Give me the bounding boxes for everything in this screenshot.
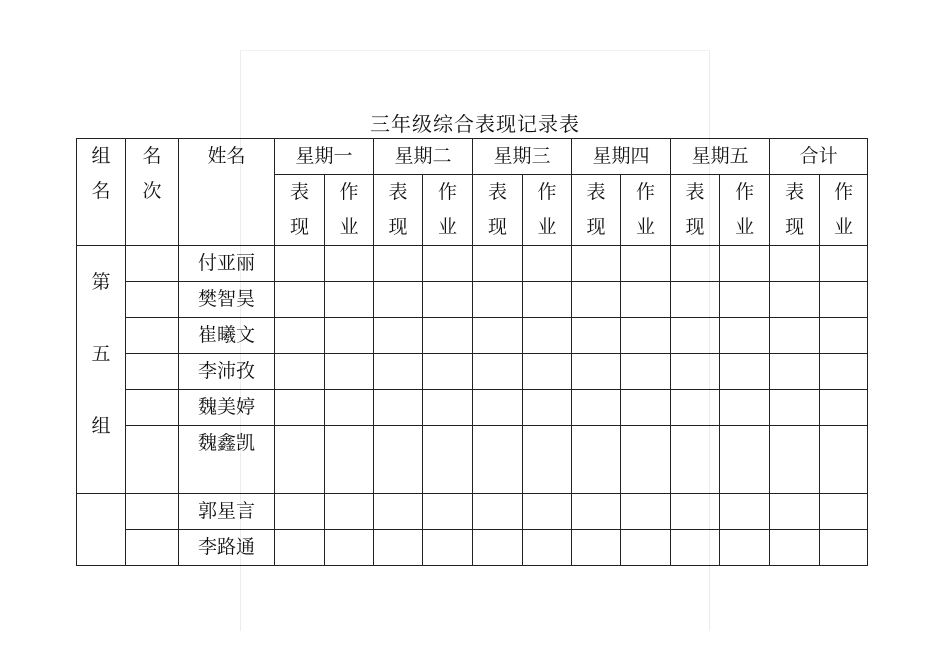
score-cell[interactable]: [473, 494, 523, 530]
subheader-homework: [621, 175, 671, 246]
table-row: [77, 530, 868, 566]
score-cell[interactable]: [621, 318, 671, 354]
subheader-homework: [325, 175, 374, 246]
subheader-homework: [423, 175, 473, 246]
score-cell[interactable]: [275, 246, 325, 282]
score-cell[interactable]: [473, 426, 523, 494]
score-cell[interactable]: [523, 354, 572, 390]
score-cell[interactable]: [325, 354, 374, 390]
header-day-thu: 星期四: [572, 139, 671, 175]
student-name: 樊智昊: [179, 282, 275, 318]
score-cell[interactable]: [770, 426, 820, 494]
score-cell[interactable]: [770, 282, 820, 318]
header-name: 姓名: [179, 139, 275, 246]
subheader-performance: [275, 175, 325, 246]
subheader-char: 作: [834, 181, 854, 203]
score-cell[interactable]: [820, 318, 868, 354]
student-name: 郭星言: [179, 494, 275, 530]
score-cell[interactable]: [572, 494, 621, 530]
score-cell[interactable]: [374, 246, 423, 282]
score-cell[interactable]: [523, 390, 572, 426]
score-cell[interactable]: [423, 282, 473, 318]
score-cell[interactable]: [374, 530, 423, 566]
score-cell[interactable]: [770, 246, 820, 282]
subheader-char: 表: [488, 181, 508, 203]
score-cell[interactable]: [423, 426, 473, 494]
student-name: 魏美婷: [179, 390, 275, 426]
score-cell[interactable]: [473, 318, 523, 354]
subheader-char: 作: [537, 181, 557, 203]
rank-cell[interactable]: [126, 354, 179, 390]
subheader-char: 作: [735, 181, 755, 203]
score-cell[interactable]: [325, 530, 374, 566]
score-cell[interactable]: [325, 494, 374, 530]
score-cell[interactable]: [720, 354, 770, 390]
score-cell[interactable]: [770, 530, 820, 566]
score-cell[interactable]: [275, 426, 325, 494]
score-cell[interactable]: [523, 318, 572, 354]
score-cell[interactable]: [374, 354, 423, 390]
score-cell[interactable]: [523, 494, 572, 530]
subheader-performance: [770, 175, 820, 246]
score-cell[interactable]: [820, 494, 868, 530]
score-cell[interactable]: [671, 494, 720, 530]
score-cell[interactable]: [720, 318, 770, 354]
score-cell[interactable]: [523, 426, 572, 494]
score-cell[interactable]: [621, 390, 671, 426]
rank-cell[interactable]: [126, 282, 179, 318]
rank-cell[interactable]: [126, 494, 179, 530]
score-cell[interactable]: [671, 354, 720, 390]
score-cell[interactable]: [621, 282, 671, 318]
score-cell[interactable]: [572, 246, 621, 282]
group-label-cell: [77, 246, 126, 494]
score-cell[interactable]: [423, 390, 473, 426]
group-label-char: 第: [91, 271, 111, 293]
subheader-char: 业: [339, 216, 359, 238]
score-cell[interactable]: [325, 318, 374, 354]
student-name: 魏鑫凯: [179, 426, 275, 494]
header-row-days: [77, 139, 868, 175]
score-cell[interactable]: [720, 494, 770, 530]
header-group: [77, 139, 126, 246]
subheader-char: 表: [388, 181, 408, 203]
score-cell[interactable]: [621, 354, 671, 390]
score-cell[interactable]: [820, 426, 868, 494]
subheader-char: 表: [289, 181, 309, 203]
score-cell[interactable]: [275, 530, 325, 566]
subheader-performance: [374, 175, 423, 246]
score-cell[interactable]: [770, 354, 820, 390]
score-cell[interactable]: [720, 530, 770, 566]
table-row: [77, 246, 868, 282]
group-label-char: 组: [91, 415, 111, 437]
subheader-char: 表: [785, 181, 805, 203]
score-cell[interactable]: [572, 426, 621, 494]
header-rank: [126, 139, 179, 246]
score-cell[interactable]: [572, 354, 621, 390]
score-cell[interactable]: [720, 390, 770, 426]
student-name: 崔曦文: [179, 318, 275, 354]
subheader-char: 现: [289, 216, 309, 238]
score-cell[interactable]: [671, 530, 720, 566]
score-cell[interactable]: [523, 246, 572, 282]
score-cell[interactable]: [820, 530, 868, 566]
score-cell[interactable]: [374, 426, 423, 494]
score-cell[interactable]: [572, 282, 621, 318]
rank-cell[interactable]: [126, 318, 179, 354]
score-cell[interactable]: [473, 354, 523, 390]
score-cell[interactable]: [473, 282, 523, 318]
score-cell[interactable]: [374, 318, 423, 354]
score-cell[interactable]: [275, 354, 325, 390]
subheader-char: 现: [685, 216, 705, 238]
subheader-char: 作: [438, 181, 458, 203]
record-table: [76, 138, 868, 566]
header-day-mon: 星期一: [275, 139, 374, 175]
score-cell[interactable]: [325, 426, 374, 494]
score-cell[interactable]: [325, 282, 374, 318]
header-day-tue: 星期二: [374, 139, 473, 175]
header-rank-char-2: 次: [142, 180, 162, 202]
subheader-char: 业: [438, 216, 458, 238]
header-rank-char-1: 名: [142, 145, 162, 167]
score-cell[interactable]: [621, 426, 671, 494]
score-cell[interactable]: [374, 282, 423, 318]
score-cell[interactable]: [720, 282, 770, 318]
score-cell[interactable]: [671, 282, 720, 318]
score-cell[interactable]: [423, 318, 473, 354]
subheader-char: 作: [636, 181, 656, 203]
score-cell[interactable]: [275, 390, 325, 426]
score-cell[interactable]: [621, 246, 671, 282]
score-cell[interactable]: [572, 390, 621, 426]
table-row: [77, 390, 868, 426]
group-label-cell-empty[interactable]: [77, 494, 126, 566]
score-cell[interactable]: [621, 530, 671, 566]
rank-cell[interactable]: [126, 246, 179, 282]
score-cell[interactable]: [820, 246, 868, 282]
score-cell[interactable]: [374, 390, 423, 426]
score-cell[interactable]: [621, 494, 671, 530]
student-name: 李沛孜: [179, 354, 275, 390]
score-cell[interactable]: [523, 282, 572, 318]
subheader-char: 业: [636, 216, 656, 238]
table-row: [77, 354, 868, 390]
subheader-char: 表: [685, 181, 705, 203]
score-cell[interactable]: [423, 354, 473, 390]
document-title: 三年级综合表现记录表: [370, 112, 580, 136]
header-day-fri: 星期五: [671, 139, 770, 175]
header-group-char-2: 名: [91, 180, 111, 202]
score-cell[interactable]: [473, 390, 523, 426]
subheader-char: 现: [388, 216, 408, 238]
score-cell[interactable]: [770, 494, 820, 530]
header-group-char-1: 组: [91, 145, 111, 167]
score-cell[interactable]: [473, 246, 523, 282]
score-cell[interactable]: [374, 494, 423, 530]
score-cell[interactable]: [671, 390, 720, 426]
table-row: [77, 318, 868, 354]
subheader-char: 业: [834, 216, 854, 238]
subheader-homework: [720, 175, 770, 246]
score-cell[interactable]: [473, 530, 523, 566]
subheader-homework: [523, 175, 572, 246]
rank-cell[interactable]: [126, 530, 179, 566]
score-cell[interactable]: [572, 530, 621, 566]
score-cell[interactable]: [423, 246, 473, 282]
score-cell[interactable]: [770, 318, 820, 354]
score-cell[interactable]: [275, 318, 325, 354]
score-cell[interactable]: [423, 494, 473, 530]
score-cell[interactable]: [275, 282, 325, 318]
score-cell[interactable]: [523, 530, 572, 566]
score-cell[interactable]: [275, 494, 325, 530]
subheader-performance: [572, 175, 621, 246]
subheader-char: 作: [339, 181, 359, 203]
student-name: 李路通: [179, 530, 275, 566]
score-cell[interactable]: [770, 390, 820, 426]
score-cell[interactable]: [671, 426, 720, 494]
subheader-char: 业: [537, 216, 557, 238]
score-cell[interactable]: [325, 246, 374, 282]
score-cell[interactable]: [671, 318, 720, 354]
rank-cell[interactable]: [126, 426, 179, 494]
subheader-char: 现: [488, 216, 508, 238]
subheader-char: 表: [586, 181, 606, 203]
score-cell[interactable]: [820, 282, 868, 318]
subheader-char: 业: [735, 216, 755, 238]
score-cell[interactable]: [720, 246, 770, 282]
table-row: [77, 494, 868, 530]
subheader-char: 现: [785, 216, 805, 238]
table-row: [77, 426, 868, 494]
score-cell[interactable]: [820, 390, 868, 426]
score-cell[interactable]: [325, 390, 374, 426]
student-name: 付亚丽: [179, 246, 275, 282]
subheader-homework: [820, 175, 868, 246]
rank-cell[interactable]: [126, 390, 179, 426]
score-cell[interactable]: [423, 530, 473, 566]
header-day-wed: 星期三: [473, 139, 572, 175]
subheader-char: 现: [586, 216, 606, 238]
score-cell[interactable]: [572, 318, 621, 354]
group-label-char: 五: [91, 343, 111, 365]
score-cell[interactable]: [720, 426, 770, 494]
subheader-performance: [473, 175, 523, 246]
table-row: [77, 282, 868, 318]
score-cell[interactable]: [820, 354, 868, 390]
header-total: 合计: [770, 139, 868, 175]
subheader-performance: [671, 175, 720, 246]
score-cell[interactable]: [671, 246, 720, 282]
